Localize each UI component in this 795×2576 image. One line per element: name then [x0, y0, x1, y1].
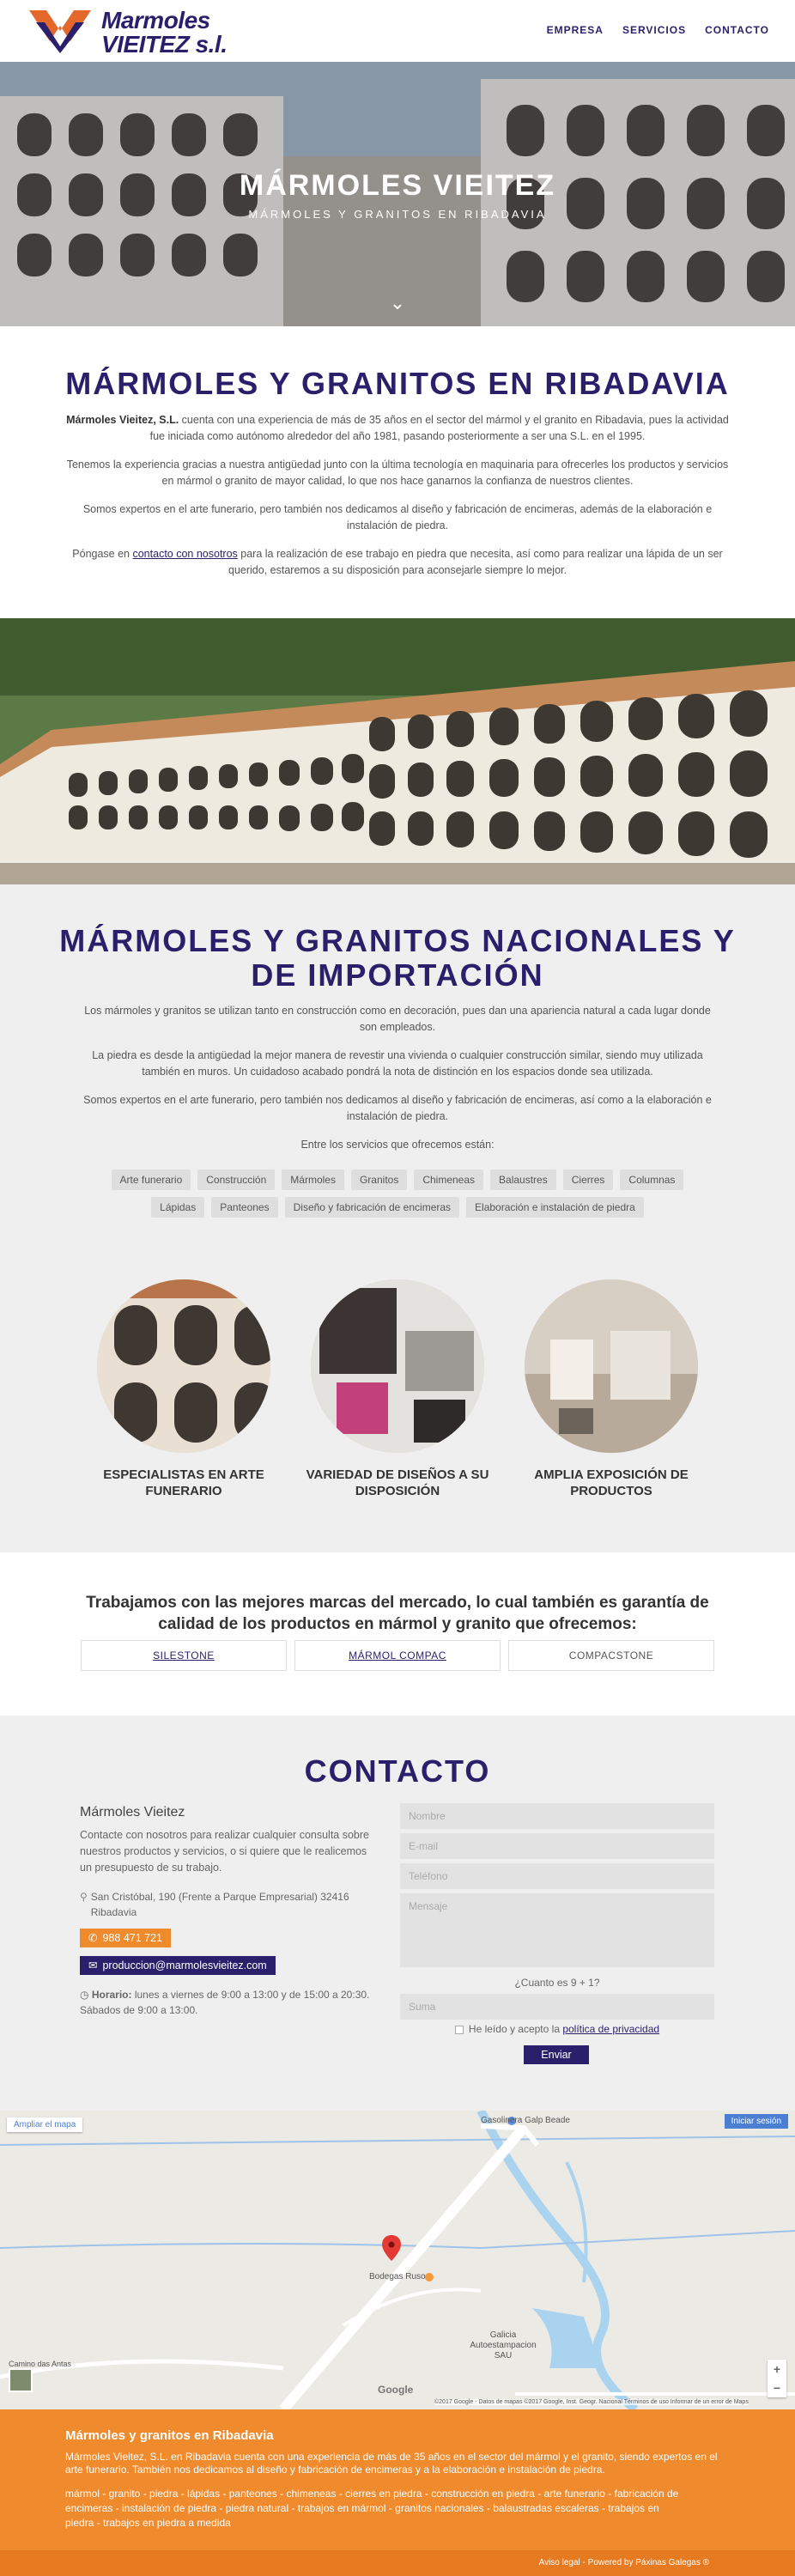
- google-logo: Google: [378, 2384, 414, 2396]
- services-paragraph-3: Somos expertos en el arte funerario, pero también nos dedicamos al diseño y fabricación de encimeras, así como a la elaboración e instalación de piedra.: [83, 1094, 712, 1122]
- intro-paragraph-3: Somos expertos en el arte funerario, pero también nos dedicamos al diseño y fabricación de encimeras, además de la elaboración e instalación de piedra.: [82, 503, 713, 532]
- feature-image-exhibition: [525, 1279, 698, 1453]
- envelope-icon: ✉: [88, 1959, 98, 1971]
- chevron-down-icon[interactable]: ⌄: [389, 292, 406, 313]
- intro-paragraph-4: Póngase en contacto con nosotros para la realización de ese trabajo en piedra que necesita, así como para realizar una lápida de un ser querido, estaremos a su disposición para aconsejarle siempre lo mejor.: [72, 548, 723, 576]
- tag[interactable]: Lápidas: [151, 1197, 204, 1218]
- brands-section: [0, 1552, 795, 1716]
- logo-text-1: Marmoles: [101, 7, 210, 33]
- captcha-question: ¿Cuanto es 9 + 1?: [514, 1977, 600, 1989]
- footer-title: Mármoles y granitos en Ribadavia: [65, 2428, 274, 2443]
- zoom-out-icon[interactable]: −: [773, 2381, 781, 2395]
- services-paragraph-2: La piedra es desde la antigüedad la mejor manera de revestir una vivienda o cualquier construcción similar, siendo muy utilizada también en muros. Un cuidadoso acabado pondrá la nota de distinción en los espacios donde sea utilizada.: [92, 1049, 703, 1078]
- clock-icon: ◷: [80, 1989, 89, 2001]
- services-tag-list: [88, 1170, 707, 1218]
- cemetery-banner-image: [0, 618, 795, 884]
- phone-icon: ✆: [88, 1932, 98, 1944]
- submit-button[interactable]: Enviar: [524, 2045, 589, 2064]
- tag[interactable]: Mármoles: [282, 1170, 344, 1190]
- tag[interactable]: Columnas: [620, 1170, 683, 1190]
- hero-title: MÁRMOLES VIEITEZ: [239, 169, 556, 202]
- satellite-toggle[interactable]: [9, 2368, 33, 2392]
- map-label-bodegas: Bodegas Ruso: [369, 2272, 426, 2281]
- map-label-gas-station: Gasolinera Galp Beade: [481, 2116, 570, 2125]
- tag[interactable]: Panteones: [211, 1197, 277, 1218]
- footer-keywords: mármol - granito - piedra - lápidas - panteones - chimeneas - cierres en piedra - construcción en piedra - arte funerario - fabricación de encimeras - instalación de piedra - piedra natural - trabajos en mármol - granitos nacionales - balaustradas escaleras - trabajos en piedra - trabajos en piedra a medida: [65, 2488, 679, 2529]
- footer-legal-link[interactable]: Aviso legal - Powered by Páxinas Galegas ®: [538, 2558, 709, 2567]
- logo-text-2: VIEITEZ s.l.: [101, 31, 228, 58]
- enlarge-map-link[interactable]: Ampliar el mapa: [7, 2117, 82, 2132]
- email-input[interactable]: E-mail: [400, 1833, 714, 1859]
- map-label-road: Camino das Antas: [9, 2360, 72, 2368]
- services-paragraph-4: Entre los servicios que ofrecemos están:: [300, 1139, 495, 1151]
- contact-section: [0, 1716, 795, 2111]
- banner-image: [0, 618, 795, 884]
- location-pin-icon: ⚲: [80, 1891, 88, 1903]
- logo-mark-icon: [26, 5, 94, 53]
- brand-compacstone: COMPACSTONE: [508, 1640, 714, 1671]
- contact-title: CONTACTO: [304, 1753, 491, 1789]
- hero: [0, 62, 795, 326]
- intro-paragraph-2: Tenemos la experiencia gracias a nuestra antigüedad junto con la última tecnología en maquinaria para ofrecerles los productos y servicios en mármol o granito de mayor calidad, lo que nos hace ganarnos la confianza de nuestros clientes.: [66, 459, 729, 487]
- section-title: MÁRMOLES Y GRANITOS EN RIBADAVIA: [65, 366, 730, 401]
- tag[interactable]: Construcción: [197, 1170, 275, 1190]
- tag[interactable]: Elaboración e instalación de piedra: [466, 1197, 644, 1218]
- map-credits: ©2017 Google - Datos de mapas ©2017 Google, Inst. Geogr. Nacional Términos de uso Informar de un error de Maps: [434, 2399, 749, 2405]
- nav-servicios[interactable]: SERVICIOS: [622, 24, 687, 36]
- site-header: [0, 0, 795, 62]
- logo[interactable]: [26, 5, 232, 57]
- address: ⚲ San Cristóbal, 190 (Frente a Parque Empresarial) 32416 Ribadavia: [80, 1891, 349, 1918]
- services-section: [0, 884, 795, 1552]
- brands-title: Trabajamos con las mejores marcas del mercado, lo cual también es garantía de calidad de los productos en mármol y granito que ofrecemos:: [86, 1594, 709, 1633]
- footer-bottom-bar: [0, 2550, 795, 2576]
- brand-marmol-compac[interactable]: MÁRMOL COMPAC: [294, 1640, 501, 1671]
- zoom-in-icon[interactable]: +: [773, 2362, 781, 2376]
- privacy-consent: He leído y acepto la política de privacidad: [400, 2023, 714, 2035]
- phone-button[interactable]: ✆ 988 471 721: [80, 1929, 171, 1947]
- tag[interactable]: Chimeneas: [414, 1170, 483, 1190]
- email-button[interactable]: ✉ produccion@marmolesvieitez.com: [80, 1956, 276, 1975]
- footer: [0, 2409, 795, 2576]
- captcha-input[interactable]: Suma: [400, 1994, 714, 2020]
- map-canvas: [0, 2111, 795, 2409]
- nav-contacto[interactable]: CONTACTO: [705, 24, 769, 36]
- contact-link[interactable]: contacto con nosotros: [132, 548, 238, 560]
- name-input[interactable]: Nombre: [400, 1803, 714, 1829]
- brand-silestone[interactable]: SILESTONE: [81, 1640, 287, 1671]
- tag[interactable]: Cierres: [563, 1170, 614, 1190]
- feature-image-designs: [311, 1279, 484, 1453]
- company-name: Mármoles Vieitez: [80, 1805, 185, 1820]
- footer-description: Mármoles Vieitez, S.L. en Ribadavia cuenta con una experiencia de más de 35 años en el sector del mármol y el granito, siendo expertos en el arte funerario. También nos dedicamos al diseño y fabricación de encimeras y a la elaboración e instalación de piedra.: [65, 2451, 718, 2476]
- tag[interactable]: Arte funerario: [112, 1170, 191, 1190]
- map[interactable]: [0, 2111, 795, 2409]
- feature-label-exhibition: AMPLIA EXPOSICIÓN DE PRODUCTOS: [534, 1467, 689, 1498]
- feature-image-funerary: [97, 1279, 270, 1453]
- intro-section: [0, 326, 795, 618]
- intro-paragraph-1: Mármoles Vieitez, S.L. cuenta con una experiencia de más de 35 años en el sector del mármol y el granito en Ribadavia, pues la actividad fue iniciada como autónomo alrededor del año 1981, pasando posteriormente a ser una S.L. en el 1995.: [66, 414, 729, 442]
- phone-input[interactable]: Teléfono: [400, 1863, 714, 1889]
- opening-hours: ◷ Horario: lunes a viernes de 9:00 a 13:00 y de 15:00 a 20:30. Sábados de 9:00 a 13:00.: [80, 1989, 370, 2016]
- tag[interactable]: Balaustres: [490, 1170, 556, 1190]
- zoom-controls[interactable]: [768, 2360, 786, 2397]
- main-nav: [547, 24, 769, 36]
- contact-intro: Contacte con nosotros para realizar cualquier consulta sobre nuestros productos y servicios, o si quiere que le realicemos un presupuesto de su trabajo.: [80, 1829, 369, 1874]
- message-textarea[interactable]: Mensaje: [400, 1893, 714, 1967]
- hero-subtitle: MÁRMOLES Y GRANITOS EN RIBADAVIA: [248, 208, 547, 221]
- nav-empresa[interactable]: EMPRESA: [546, 24, 604, 36]
- services-paragraph-1: Los mármoles y granitos se utilizan tanto en construcción como en decoración, pues dan una apariencia natural a cada lugar donde son empleados.: [84, 1005, 711, 1033]
- services-title: MÁRMOLES Y GRANITOS NACIONALES Y DE IMPORTACIÓN: [59, 923, 736, 993]
- feature-label-funerary: ESPECIALISTAS EN ARTE FUNERARIO: [103, 1467, 264, 1498]
- feature-label-designs: VARIEDAD DE DISEÑOS A SU DISPOSICIÓN: [306, 1467, 489, 1498]
- map-label-galicia: Galicia Autoestampacion SAU: [470, 2330, 537, 2360]
- privacy-link[interactable]: política de privacidad: [562, 2023, 660, 2035]
- tag[interactable]: Granitos: [351, 1170, 407, 1190]
- map-sign-in-button[interactable]: Iniciar sesión: [725, 2114, 788, 2129]
- privacy-checkbox[interactable]: [455, 2026, 464, 2034]
- tag[interactable]: Diseño y fabricación de encimeras: [285, 1197, 459, 1218]
